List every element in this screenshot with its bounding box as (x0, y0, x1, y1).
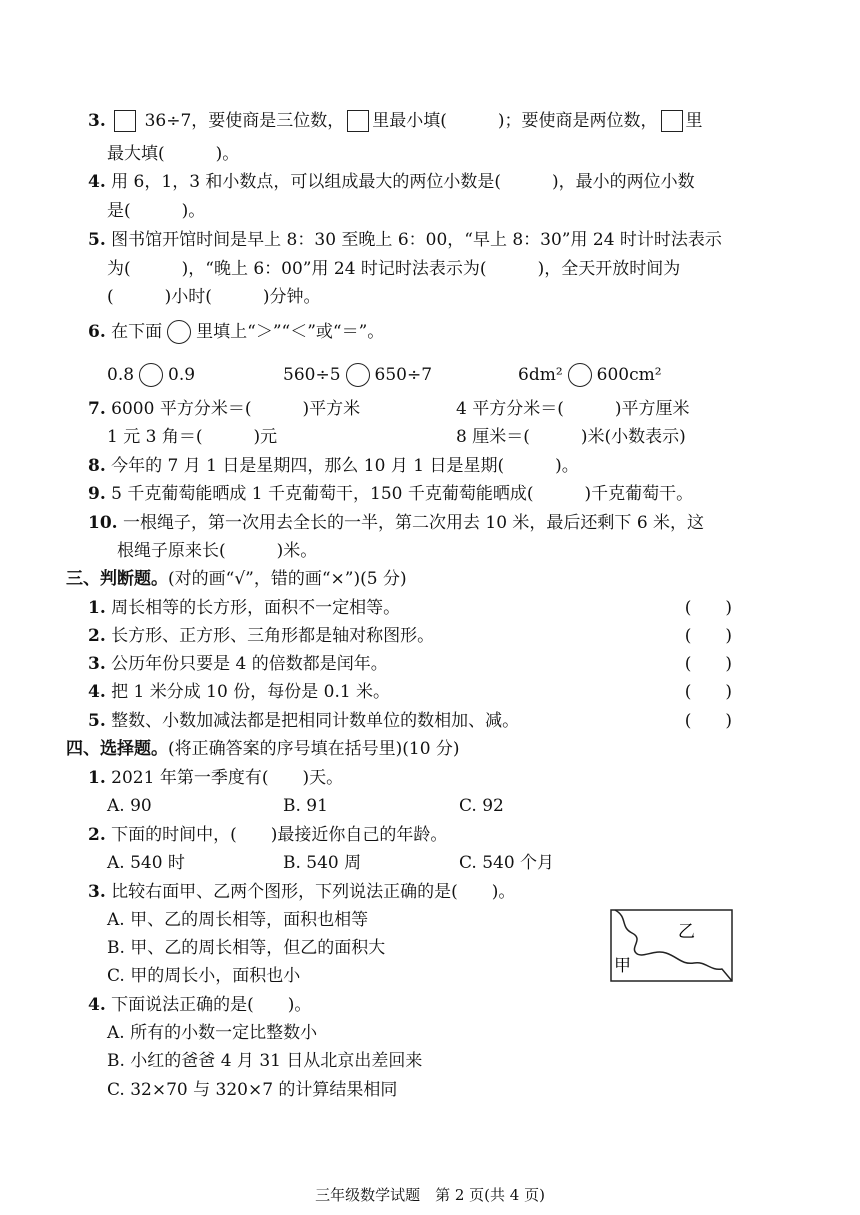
compare-3: 6dm² 600cm² (518, 365, 662, 385)
choice-option[interactable]: B. 91 (283, 796, 328, 816)
section-judge-heading: 三、判断题。(对的画“√”，错的画“×”)(5 分) (66, 569, 407, 589)
fill-q7-c: 1 元 3 角＝( )元 (107, 427, 278, 447)
fill-q10-line2: 根绳子原来长( )米。 (117, 541, 318, 561)
page-footer: 三年级数学试题 第 2 页(共 4 页) (315, 1186, 545, 1204)
judge-answer-paren[interactable]: ( ) (684, 626, 732, 646)
choice-q2: 2. 下面的时间中，( )最接近你自己的年龄。 (88, 825, 448, 845)
fill-q5-line2: 为( )，“晚上 6：00”用 24 时记时法表示为( )，全天开放时间为 (107, 259, 681, 279)
label-yi: 乙 (678, 922, 695, 942)
fill-q6-line1: 6. 在下面 里填上“＞”“＜”或“＝”。 (88, 322, 385, 342)
fill-q7-b: 4 平方分米＝( )平方厘米 (456, 399, 690, 419)
judge-answer-paren[interactable]: ( ) (684, 682, 732, 702)
answer-box[interactable] (347, 110, 369, 132)
judge-item: 4. 把 1 米分成 10 份，每份是 0.1 米。 (88, 682, 391, 702)
compare-1: 0.8 0.9 (107, 365, 196, 385)
choice-option[interactable]: B. 甲、乙的周长相等，但乙的面积大 (107, 938, 386, 958)
choice-option[interactable]: B. 540 周 (283, 853, 362, 873)
fill-q7-a: 7. 6000 平方分米＝( )平方米 (88, 399, 361, 419)
choice-option[interactable]: C. 540 个月 (459, 853, 555, 873)
choice-option[interactable]: C. 32×70 与 320×7 的计算结果相同 (107, 1080, 398, 1100)
judge-item: 2. 长方形、正方形、三角形都是轴对称图形。 (88, 626, 435, 646)
choice-q1: 1. 2021 年第一季度有( )天。 (88, 768, 344, 788)
choice-option[interactable]: C. 92 (459, 796, 504, 816)
choice-option[interactable]: A. 甲、乙的周长相等，面积也相等 (107, 910, 369, 930)
compare-circle[interactable] (568, 363, 592, 387)
judge-answer-paren[interactable]: ( ) (684, 654, 732, 674)
compare-2: 560÷5 650÷7 (283, 365, 433, 385)
fill-q4-line1: 4. 用 6，1，3 和小数点，可以组成最大的两位小数是( )，最小的两位小数 (88, 172, 695, 192)
judge-item: 5. 整数、小数加减法都是把相同计数单位的数相加、减。 (88, 711, 520, 731)
jia-yi-figure (610, 909, 734, 983)
compare-circle[interactable] (139, 363, 163, 387)
dividing-curve (615, 910, 732, 981)
answer-box[interactable] (661, 110, 683, 132)
judge-answer-paren[interactable]: ( ) (684, 598, 732, 618)
choice-option[interactable]: A. 90 (107, 796, 152, 816)
fill-q7-d: 8 厘米＝( )米(小数表示) (456, 427, 686, 447)
fill-q5-line3: ( )小时( )分钟。 (107, 287, 321, 307)
fill-q5-line1: 5. 图书馆开馆时间是早上 8：30 至晚上 6：00，“早上 8：30”用 24 时计时法表示 (88, 230, 722, 250)
fill-q8: 8. 今年的 7 月 1 日是星期四，那么 10 月 1 日是星期( )。 (88, 456, 579, 476)
choice-option[interactable]: C. 甲的周长小，面积也小 (107, 966, 301, 986)
choice-option[interactable]: B. 小红的爸爸 4 月 31 日从北京出差回来 (107, 1051, 423, 1071)
answer-box[interactable] (114, 110, 136, 132)
label-jia: 甲 (614, 956, 631, 976)
choice-option[interactable]: A. 540 时 (107, 853, 185, 873)
judge-item: 3. 公历年份只要是 4 的倍数都是闰年。 (88, 654, 388, 674)
choice-q4: 4. 下面说法正确的是( )。 (88, 995, 312, 1015)
choice-q3: 3. 比较右面甲、乙两个图形，下列说法正确的是( )。 (88, 882, 516, 902)
section-choice-heading: 四、选择题。(将正确答案的序号填在括号里)(10 分) (66, 739, 460, 759)
fill-q3-line2: 最大填( )。 (107, 144, 240, 164)
compare-circle[interactable] (346, 363, 370, 387)
choice-option[interactable]: A. 所有的小数一定比整数小 (107, 1023, 318, 1043)
compare-circle[interactable] (167, 320, 191, 344)
fill-q9: 9. 5 千克葡萄能晒成 1 千克葡萄干，150 千克葡萄能晒成( )千克葡萄干。 (88, 484, 694, 504)
fill-q10-line1: 10. 一根绳子，第一次用去全长的一半，第二次用去 10 米，最后还剩下 6 米，这 (88, 513, 705, 533)
fill-q4-line2: 是( )。 (107, 201, 206, 221)
judge-answer-paren[interactable]: ( ) (684, 711, 732, 731)
fill-q3-line1: 3. 36÷7，要使商是三位数， 里最小填( )；要使商是两位数， 里 (88, 111, 703, 131)
judge-item: 1. 周长相等的长方形，面积不一定相等。 (88, 598, 401, 618)
